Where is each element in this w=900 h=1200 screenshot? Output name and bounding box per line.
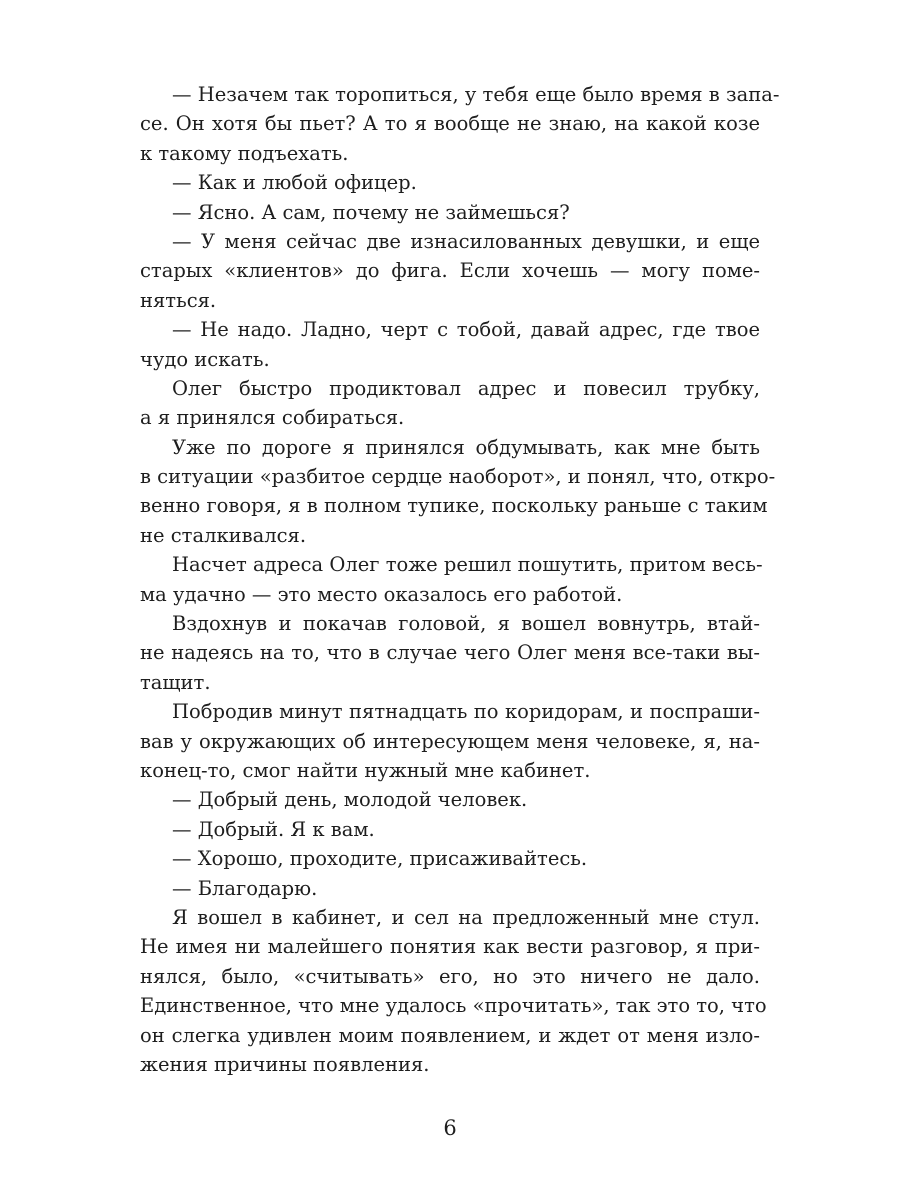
text-line: старых «клиентов» до фига. Если хочешь — могу поме-: [140, 259, 760, 283]
text-line: — Хорошо, проходите, присаживайтесь.: [172, 847, 588, 871]
text-line: Я вошел в кабинет, и сел на предложенный мне стул.: [172, 905, 760, 929]
text-line: — Не надо. Ладно, черт с тобой, давай адрес, где твое: [172, 318, 760, 342]
paragraph: [140, 609, 760, 697]
text-line: чудо искать.: [140, 347, 270, 371]
body-text: [140, 80, 780, 1079]
text-line: няться.: [140, 288, 217, 312]
paragraph: [140, 433, 776, 551]
text-line: — Незачем так торопиться, у тебя еще было время в запа-: [172, 83, 780, 106]
text-line: он слегка удивлен моим появлением, и ждет от меня изло-: [140, 1023, 760, 1047]
text-line: Насчет адреса Олег тоже решил пошутить, притом весь-: [172, 553, 763, 577]
paragraph: [140, 198, 760, 227]
text-line: конец-то, смог найти нужный мне кабинет.: [140, 758, 591, 782]
text-line: в ситуации «разбитое сердце наоборот», и понял, что, откро-: [140, 465, 776, 489]
paragraph: [140, 80, 780, 168]
page-number: 6: [443, 1116, 457, 1140]
paragraph: [140, 697, 760, 785]
text-line: к такому подъехать.: [140, 141, 349, 165]
paragraph: [140, 815, 760, 844]
paragraph: [140, 874, 760, 903]
text-line: — У меня сейчас две изнасилованных девушки, и еще: [172, 229, 760, 253]
text-line: Единственное, что мне удалось «прочитать», так это то, что: [140, 994, 767, 1018]
paragraph: [140, 903, 767, 1079]
text-line: Не имея ни малейшего понятия как вести разговор, я при-: [140, 935, 760, 959]
text-line: венно говоря, я в полном тупике, поскольку раньше с таким: [140, 494, 768, 518]
paragraph: [140, 227, 760, 315]
text-line: а я принялся собираться.: [140, 406, 405, 430]
text-line: — Добрый. Я к вам.: [172, 817, 375, 841]
paragraph: [140, 550, 763, 609]
text-line: Вздохнув и покачав головой, я вошел вовнутрь, втай-: [172, 612, 760, 636]
text-line: Уже по дороге я принялся обдумывать, как мне быть: [172, 435, 760, 459]
text-line: Олег быстро продиктовал адрес и повесил трубку,: [172, 376, 760, 400]
paragraph: [140, 315, 760, 374]
text-line: жения причины появления.: [140, 1052, 430, 1076]
paragraph: [140, 785, 760, 814]
text-line: не надеясь на то, что в случае чего Олег меня все-таки вы-: [140, 641, 760, 665]
text-line: Побродив минут пятнадцать по коридорам, и поспраши-: [172, 700, 760, 724]
text-line: — Как и любой офицер.: [172, 171, 417, 195]
text-line: нялся, было, «считывать» его, но это ничего не дало.: [140, 964, 760, 988]
text-line: не сталкивался.: [140, 523, 307, 547]
text-line: ма удачно — это место оказалось его работой.: [140, 582, 623, 606]
text-line: тащит.: [140, 670, 211, 694]
text-line: — Добрый день, молодой человек.: [172, 788, 528, 812]
text-line: — Ясно. А сам, почему не займешься?: [172, 200, 570, 224]
text-line: — Благодарю.: [172, 876, 318, 900]
paragraph: [140, 374, 760, 433]
text-line: вав у окружающих об интересующем меня человеке, я, на-: [140, 729, 760, 753]
text-line: се. Он хотя бы пьет? А то я вообще не знаю, на какой козе: [140, 112, 760, 136]
paragraph: [140, 844, 760, 873]
paragraph: [140, 168, 760, 197]
